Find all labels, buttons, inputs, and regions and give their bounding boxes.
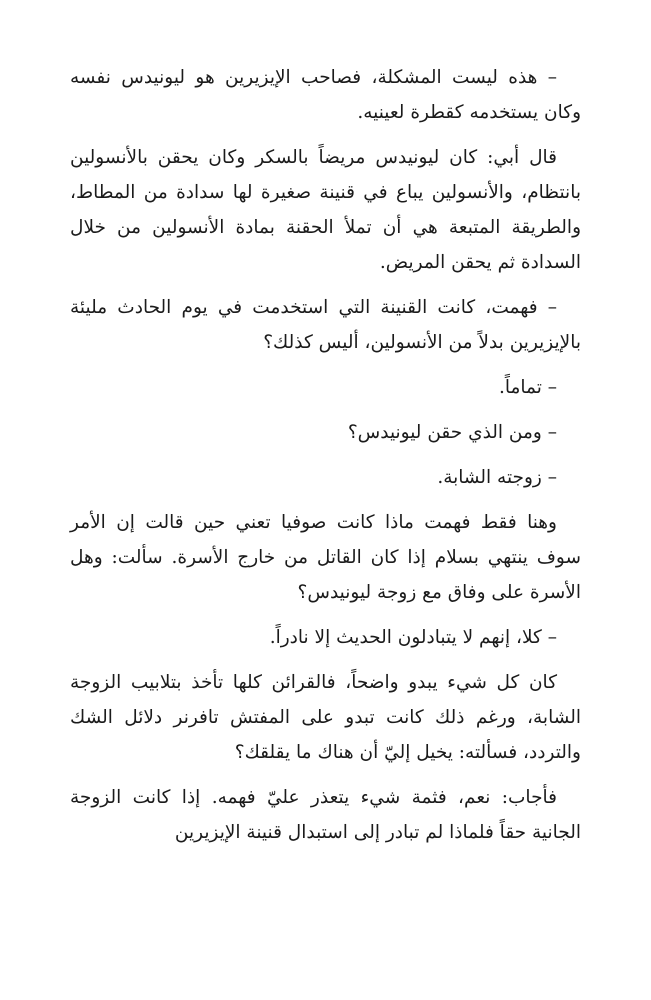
narration-paragraph: قال أبي: كان ليونيدس مريضاً بالسكر وكان يحقن بالأنسولين بانتظام، والأنسولين يباع في قنينة صغيرة لها سدادة من المطاط، والطريقة المتبعة هي أن تملأ الحقنة بمادة الأنسولين من خلال السدادة ثم يحقن المريض. bbox=[70, 147, 581, 273]
narration-paragraph: كان كل شيء يبدو واضحاً، فالقرائن كلها تأخذ بتلابيب الزوجة الشابة، ورغم ذلك كانت تبدو على المفتش تافرنر دلائل الشك والتردد، فسألته: يخيل إليّ أن هناك ما يقلقك؟ bbox=[70, 672, 581, 763]
narration-paragraph: فأجاب: نعم، فثمة شيء يتعذر عليّ فهمه. إذا كانت الزوجة الجانية حقاً فلماذا لم تبادر إلى استبدال قنينة الإيزيرين bbox=[70, 787, 581, 843]
dialogue-paragraph: – هذه ليست المشكلة، فصاحب الإيزيرين هو ليونيدس نفسه وكان يستخدمه كقطرة لعينيه. bbox=[70, 67, 581, 123]
dialogue-paragraph: – كلا، إنهم لا يتبادلون الحديث إلا نادراً. bbox=[269, 627, 557, 648]
book-page bbox=[70, 60, 581, 850]
dialogue-paragraph: – فهمت، كانت القنينة التي استخدمت في يوم الحادث مليئة بالإيزيرين بدلاً من الأنسولين، أليس كذلك؟ bbox=[70, 297, 581, 353]
dialogue-paragraph: – زوجته الشابة. bbox=[437, 467, 557, 488]
dialogue-paragraph: – تماماً. bbox=[498, 377, 557, 398]
narration-paragraph: وهنا فقط فهمت ماذا كانت صوفيا تعني حين قالت إن الأمر سوف ينتهي بسلام إذا كان القاتل من خارج الأسرة. سألت: وهل الأسرة على وفاق مع زوجة ليونيدس؟ bbox=[70, 512, 581, 603]
dialogue-paragraph: – ومن الذي حقن ليونيدس؟ bbox=[347, 422, 557, 443]
